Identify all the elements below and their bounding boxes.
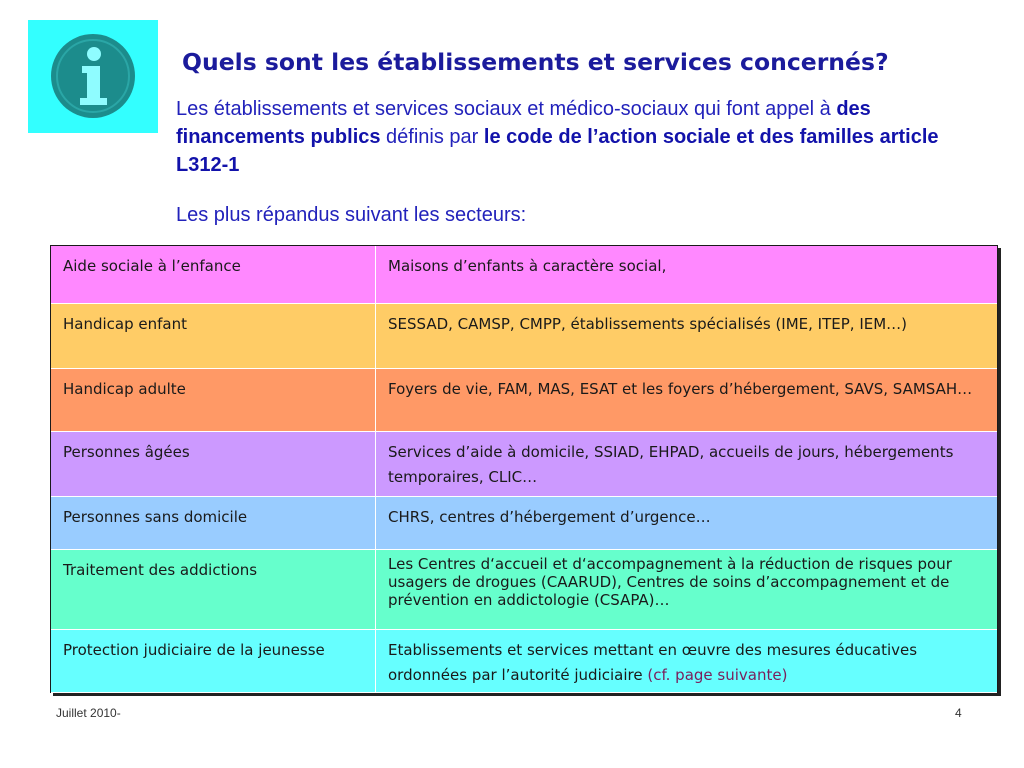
table-row [51, 246, 997, 303]
sector-cell: Personnes âgées [51, 431, 376, 496]
page-number: 4 [955, 706, 962, 720]
table-row [51, 629, 997, 692]
examples-cell: SESSAD, CAMSP, CMPP, établissements spécialisés (IME, ITEP, IEM…) [376, 303, 998, 368]
intro-bold-2: le code de l’action sociale et des familles article L312-1 [176, 126, 939, 176]
sector-cell: Protection judiciaire de la jeunesse [51, 629, 376, 692]
table-row [51, 303, 997, 368]
sector-cell: Traitement des addictions [51, 549, 376, 629]
examples-cell: Maisons d’enfants à caractère social, [376, 246, 998, 303]
sector-cell: Aide sociale à l’enfance [51, 246, 376, 303]
table-row [51, 549, 997, 629]
examples-cell: Les Centres d‘accueil et d‘accompagnement à la réduction de risques pour usagers de drogues (CAARUD), Centres de soins d’accompagnement et de prévention en addictologie (CSAPA)… [376, 549, 998, 629]
page-title: Quels sont les établissements et services concernés? [182, 48, 889, 76]
table-row [51, 368, 997, 431]
intro-text-2: définis par [380, 126, 484, 148]
intro-bold-1: des financements publics [176, 98, 871, 148]
table-row [51, 496, 997, 549]
intro-paragraph [176, 95, 966, 179]
sectors-table [50, 245, 998, 693]
examples-cell [376, 629, 998, 692]
sectors-subtitle: Les plus répandus suivant les secteurs: [176, 204, 527, 226]
sector-cell: Personnes sans domicile [51, 496, 376, 549]
sector-cell: Handicap adulte [51, 368, 376, 431]
info-icon [28, 20, 158, 133]
intro-text-1: Les établissements et services sociaux et médico-sociaux qui font appel à [176, 98, 837, 120]
table-row [51, 431, 997, 496]
examples-cell: Foyers de vie, FAM, MAS, ESAT et les foyers d’hébergement, SAVS, SAMSAH… [376, 368, 998, 431]
footer-date: Juillet 2010- [56, 706, 121, 720]
info-icon-box [28, 20, 158, 133]
next-page-link[interactable]: (cf. page suivante) [647, 665, 788, 684]
examples-cell: CHRS, centres d’hébergement d’urgence… [376, 496, 998, 549]
sector-cell: Handicap enfant [51, 303, 376, 368]
examples-text: Etablissements et services mettant en œuvre des mesures éducatives ordonnées par l’autorité judiciaire [388, 640, 918, 684]
examples-cell: Services d’aide à domicile, SSIAD, EHPAD, accueils de jours, hébergements temporaires, CLIC… [376, 431, 998, 496]
